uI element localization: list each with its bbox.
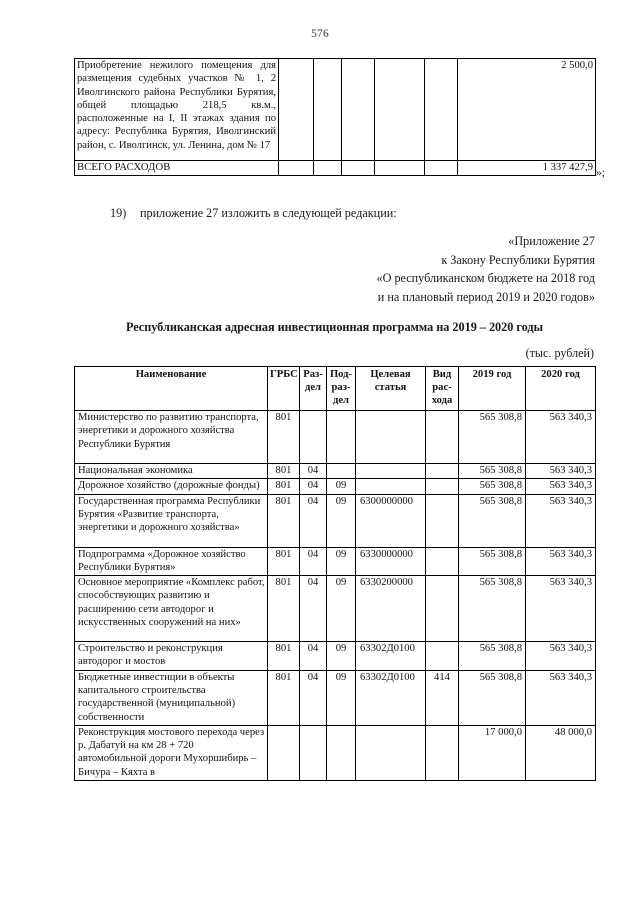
table-row	[75, 59, 596, 161]
row-name: Основное мероприятие «Комплекс работ, способствующих развитию и расширению сети автодорог и искусственных сооружений на них»	[75, 576, 268, 642]
units-note: (тыс. рублей)	[525, 346, 594, 360]
row-name: Министерство по развитию транспорта, энергетики и дорожного хозяйства Республики Бурятия	[75, 411, 268, 464]
cell-expense-type	[426, 411, 459, 464]
cell-razdel: 04	[300, 642, 327, 671]
row-name: Бюджетные инвестиции в объекты капитального строительства государственной (муниципальной) собственности	[75, 670, 268, 725]
table-row	[75, 494, 596, 547]
cell-year-2019: 17 000,0	[459, 725, 526, 780]
annex-line-3: «О республиканском бюджете на 2018 год	[376, 271, 595, 286]
cell-razdel	[314, 161, 342, 176]
table-row	[75, 576, 596, 642]
cell-year-2020: 563 340,3	[526, 411, 596, 464]
cell-expense-type	[426, 464, 459, 479]
cell-target	[375, 161, 425, 176]
cell-year-2019: 565 308,8	[459, 670, 526, 725]
table-row	[75, 464, 596, 479]
row-name: Реконструкция мостового перехода через р. Дабатуй на км 28 + 720 автомобильной дороги Мухоршибирь – Бичура – Кяхта в	[75, 725, 268, 780]
cell-year-2020: 563 340,3	[526, 494, 596, 547]
cell-year-2019: 565 308,8	[459, 479, 526, 494]
expense-name: Приобретение нежилого помещения для размещения судебных участков № 1, 2 Иволгинского района Республики Бурятия, общей площадью 218,5 кв.м., расположенные на I, II этажах здания по адресу: Республика Бурятия, Иволгинский район, с. Иволгинск, ул. Ленина, дом № 17	[75, 59, 279, 161]
cell-grbs	[279, 59, 314, 161]
annex-line-2: к Закону Республики Бурятия	[441, 252, 595, 267]
cell-target-article	[356, 411, 426, 464]
page-number: 576	[311, 28, 329, 40]
header-expense-type: Вид рас-хода	[426, 367, 459, 411]
header-grbs: ГРБС	[268, 367, 300, 411]
cell-year-2020: 563 340,3	[526, 642, 596, 671]
program-title: Республиканская адресная инвестиционная программа на 2019 – 2020 годы	[125, 320, 544, 334]
closing-quote-mark: »;	[596, 167, 605, 179]
cell-vid	[425, 59, 458, 161]
cell-podrazdel: 09	[327, 576, 356, 642]
cell-target-article	[356, 725, 426, 780]
row-name: Строительство и реконструкция автодорог и мостов	[75, 642, 268, 671]
cell-podrazdel	[327, 411, 356, 464]
cell-podrazdel	[327, 464, 356, 479]
cell-year-2020: 563 340,3	[526, 479, 596, 494]
cell-grbs: 801	[268, 670, 300, 725]
cell-year-2019: 565 308,8	[459, 642, 526, 671]
row-name: Дорожное хозяйство (дорожные фонды)	[75, 479, 268, 494]
cell-expense-type	[426, 547, 459, 576]
cell-podrazdel: 09	[327, 547, 356, 576]
cell-amount: 2 500,0	[458, 59, 596, 161]
cell-razdel	[314, 59, 342, 161]
cell-expense-type	[426, 576, 459, 642]
cell-razdel: 04	[300, 464, 327, 479]
cell-grbs: 801	[268, 411, 300, 464]
item-text: приложение 27 изложить в следующей редакции:	[140, 206, 397, 220]
cell-target-article: 63302Д0100	[356, 670, 426, 725]
cell-target	[375, 59, 425, 161]
row-name: Государственная программа Республики Бурятия «Развитие транспорта, энергетики и дорожного хозяйства»	[75, 494, 268, 547]
cell-target-article: 63302Д0100	[356, 642, 426, 671]
cell-podrazdel: 09	[327, 494, 356, 547]
cell-expense-type	[426, 725, 459, 780]
row-name: Национальная экономика	[75, 464, 268, 479]
table-row	[75, 547, 596, 576]
cell-expense-type	[426, 479, 459, 494]
table-row	[75, 411, 596, 464]
cell-razdel	[300, 411, 327, 464]
cell-grbs	[268, 725, 300, 780]
table-row-total	[75, 161, 596, 176]
cell-razdel: 04	[300, 576, 327, 642]
header-podrazdel: Под-раз-дел	[327, 367, 356, 411]
investment-program-table	[74, 366, 595, 781]
cell-expense-type	[426, 494, 459, 547]
cell-year-2019: 565 308,8	[459, 547, 526, 576]
cell-vid	[425, 161, 458, 176]
cell-podrazdel: 09	[327, 642, 356, 671]
cell-razdel: 04	[300, 494, 327, 547]
cell-year-2020: 563 340,3	[526, 670, 596, 725]
table-row	[75, 479, 596, 494]
cell-razdel	[300, 725, 327, 780]
cell-year-2019: 565 308,8	[459, 411, 526, 464]
cell-target-article: 6300000000	[356, 494, 426, 547]
cell-year-2019: 565 308,8	[459, 464, 526, 479]
header-razdel: Раз-дел	[300, 367, 327, 411]
total-label: ВСЕГО РАСХОДОВ	[75, 161, 279, 176]
cell-year-2019: 565 308,8	[459, 494, 526, 547]
item-number: 19)	[110, 206, 127, 220]
cell-grbs: 801	[268, 642, 300, 671]
annex-line-1: «Приложение 27	[508, 234, 595, 248]
cell-total-amount: 1 337 427,9	[458, 161, 596, 176]
cell-target-article: 6330000000	[356, 547, 426, 576]
cell-year-2019: 565 308,8	[459, 576, 526, 642]
continued-expenses-table	[74, 58, 595, 176]
cell-razdel: 04	[300, 479, 327, 494]
header-year-2019: 2019 год	[459, 367, 526, 411]
cell-grbs: 801	[268, 479, 300, 494]
annex-line-4: и на плановый период 2019 и 2020 годов»	[377, 289, 595, 304]
cell-year-2020: 563 340,3	[526, 464, 596, 479]
table-header-row	[75, 367, 596, 411]
list-item-19	[110, 206, 397, 221]
cell-grbs	[279, 161, 314, 176]
cell-grbs: 801	[268, 547, 300, 576]
cell-year-2020: 563 340,3	[526, 547, 596, 576]
header-name: Наименование	[75, 367, 268, 411]
cell-target-article: 6330200000	[356, 576, 426, 642]
annex-heading	[377, 232, 596, 306]
header-year-2020: 2020 год	[526, 367, 596, 411]
cell-year-2020: 48 000,0	[526, 725, 596, 780]
header-target-article: Целевая статья	[356, 367, 426, 411]
cell-grbs: 801	[268, 576, 300, 642]
cell-podrazdel: 09	[327, 670, 356, 725]
cell-grbs: 801	[268, 494, 300, 547]
table-row	[75, 725, 596, 780]
row-name: Подпрограмма «Дорожное хозяйство Республики Бурятия»	[75, 547, 268, 576]
cell-podrazdel: 09	[327, 479, 356, 494]
cell-podrazdel	[342, 59, 375, 161]
cell-target-article	[356, 464, 426, 479]
cell-target-article	[356, 479, 426, 494]
cell-razdel: 04	[300, 547, 327, 576]
cell-expense-type	[426, 642, 459, 671]
cell-year-2020: 563 340,3	[526, 576, 596, 642]
cell-grbs: 801	[268, 464, 300, 479]
cell-podrazdel	[342, 161, 375, 176]
cell-podrazdel	[327, 725, 356, 780]
cell-razdel: 04	[300, 670, 327, 725]
cell-expense-type: 414	[426, 670, 459, 725]
table-row	[75, 670, 596, 725]
table-row	[75, 642, 596, 671]
